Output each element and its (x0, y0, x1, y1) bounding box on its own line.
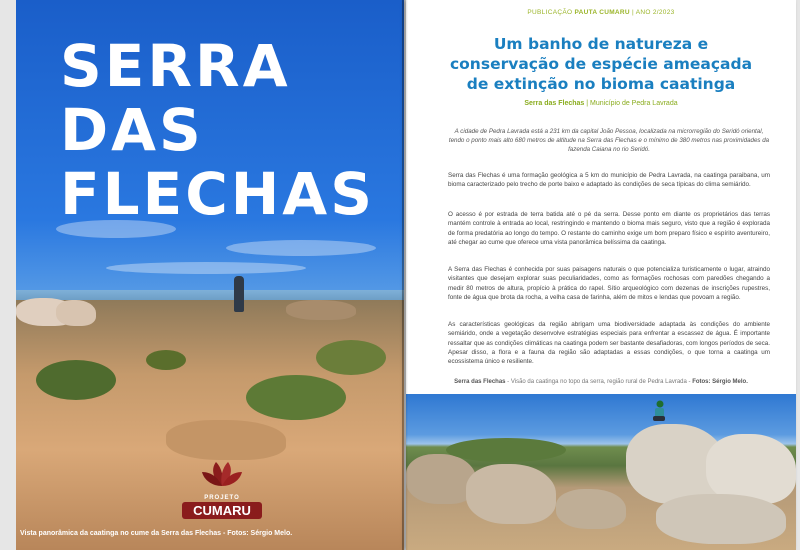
left-page (16, 0, 404, 550)
page-gutter (402, 0, 408, 550)
rock (56, 300, 96, 326)
cover-photo-caption: Vista panorâmica da caatinga no cume da Serra das Flechas - Fotos: Sérgio Melo. (20, 530, 293, 537)
headline-line: conservação de espécie ameaçada (449, 55, 753, 73)
article-intro: A cidade de Pedra Lavrada está a 231 km da capital João Pessoa, localizada na microrregião do Seridó oriental, tendo o ponto mais alto 680 metros de altitude na Serra das Flechas e o mínimo de 380 metros nas proximidades da fazenda Caiana no rio Seridó. (448, 128, 770, 154)
rock (166, 420, 286, 460)
leaf-logo-icon (200, 458, 244, 488)
photo-caption-place: Serra das Flechas (454, 379, 506, 385)
headline-line: de extinção no bioma caatinga (466, 75, 736, 93)
projeto-cumaru-logo (182, 458, 262, 519)
photo-caption-credit: Fotos: Sérgio Melo. (692, 379, 748, 385)
rock (556, 489, 626, 529)
article-paragraph: A Serra das Flechas é conhecida por suas paisagens naturais o que potencializa turisticamente o lugar, atraindo visitantes que desejam explorar suas peculiaridades, como as formações rochosas com paredões chegando a medir 80 metros de altura, propício à prática do rapel. Sítio arqueológico com dezenas de inscrições rupestres, fonte de água que brota da rocha, a velha casa de farinha, além de mitos e lendas que povoam a região. (448, 266, 770, 301)
logo-subtitle: PROJETO (204, 495, 240, 501)
article-paragraph: Serra das Flechas é uma formação geológica a 5 km do município de Pedra Lavrada, na caatinga paraibana, um bioma caracterizado pelo trecho de porte baixo e adaptado às condições de seca típicas do clima semiárido. (448, 172, 770, 189)
bush (316, 340, 386, 375)
seated-person-figure (650, 400, 668, 426)
subtitle-municipality: Município de Pedra Lavrada (590, 100, 678, 107)
cover-title-line: SERRA (60, 32, 291, 100)
right-page (406, 0, 796, 550)
cloud (226, 240, 376, 256)
article-subtitle (406, 100, 796, 107)
publication-separator: | (632, 9, 635, 16)
publication-name: PAUTA CUMARU (574, 9, 630, 16)
subtitle-place: Serra das Flechas (524, 100, 585, 107)
photo-caption-text: - Visão da caatinga no topo da serra, região rural de Pedra Lavrada - (505, 379, 693, 385)
article-headline (426, 34, 776, 94)
cloud (106, 262, 306, 274)
bush (246, 375, 346, 420)
rock (466, 464, 556, 524)
bush (146, 350, 186, 370)
headline-line: Um banho de natureza e (493, 35, 709, 53)
cover-title-line: FLECHAS (60, 160, 375, 228)
hiker-figure (234, 276, 244, 312)
rock (286, 300, 356, 320)
photo-caption (406, 379, 796, 385)
publication-prefix: PUBLICAÇÃO (527, 9, 573, 16)
publication-header (406, 9, 796, 16)
rock (656, 494, 786, 544)
caatinga-photo (406, 394, 796, 550)
bush (446, 438, 566, 462)
article-paragraph: As características geológicas da região abrigam uma biodiversidade adaptada às condições do ambiente semiárido, onde a vegetação desenvolve estratégias especiais para enfrentar a escassez de água. É importante ressaltar que as condições climáticas na caatinga podem ser bastante desafiadoras, com longos períodos de seca. Apesar disso, a flora e a fauna da região são adaptadas a essas condições, o que torna a caatinga um ecossistema único e resiliente. (448, 321, 770, 366)
article-paragraph: O acesso é por estrada de terra batida até o pé da serra. Desse ponto em diante os proprietários das terras mantém controle à entrada ao local, restringindo e mantendo o bioma mais seguro, visto que a região é explorada de forma predatória ao longo do tempo. O restante do caminho exige um bom preparo físico e espírito aventureiro, até chegar ao cume que oferece uma vista panorâmica belíssima da caatinga. (448, 211, 770, 246)
logo-name: CUMARU (182, 502, 262, 519)
subtitle-separator: | (586, 100, 589, 107)
publication-issue: ANO 2/2023 (635, 9, 675, 16)
bush (36, 360, 116, 400)
cover-title-line: DAS (60, 96, 204, 164)
cover-title (60, 34, 375, 226)
